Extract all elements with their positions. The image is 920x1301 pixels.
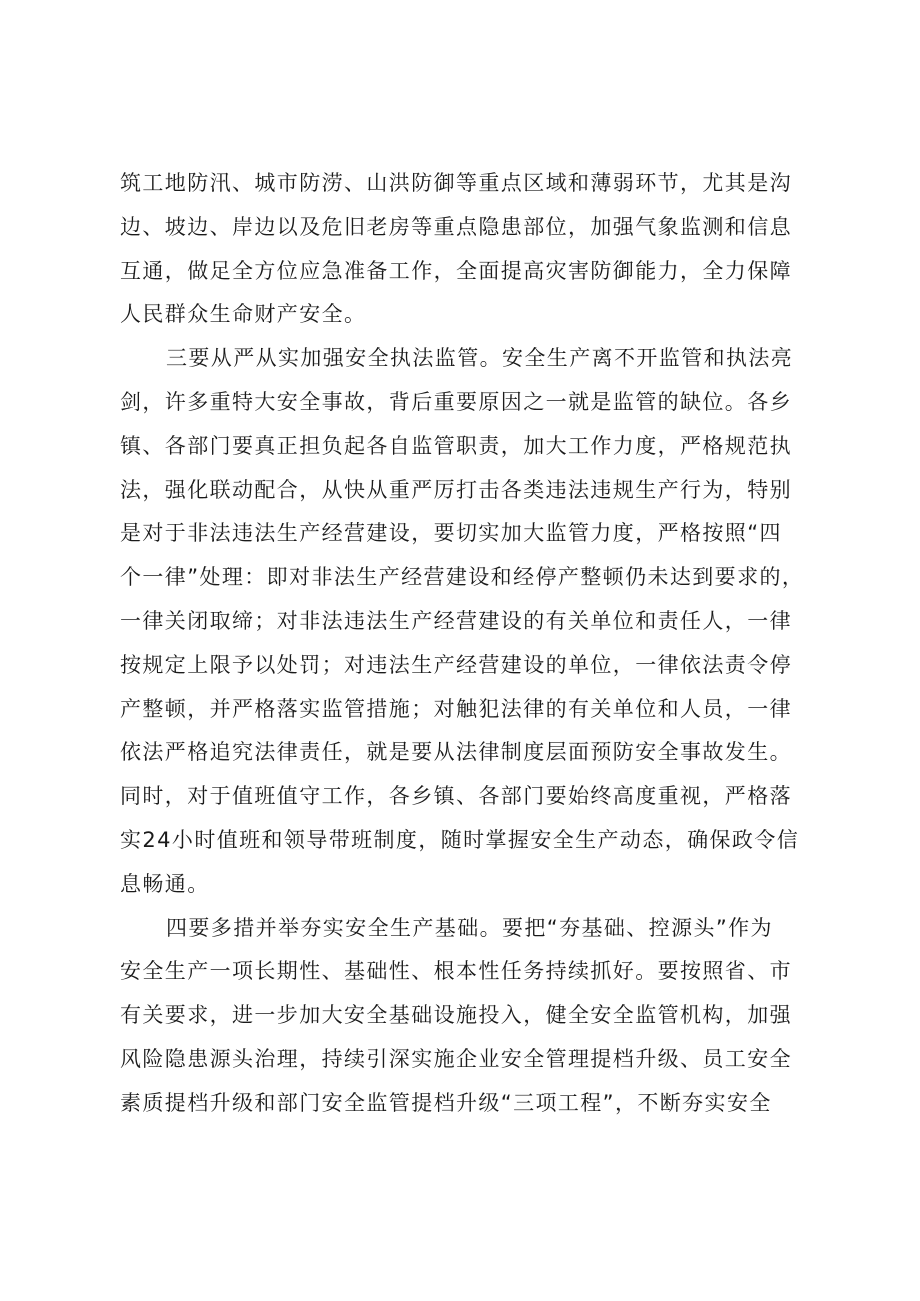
text-line: 互通，做足全方位应急准备工作，全面提高灾害防御能力，全力保障	[120, 258, 792, 283]
text-line: 是对于非法违法生产经营建设，要切实加大监管力度，严格按照“四	[120, 521, 782, 546]
paragraph-three	[120, 337, 820, 906]
paragraph-continued	[120, 162, 820, 337]
text-line: 息畅通。	[120, 871, 210, 896]
paragraph-heading-line: 四要多措并举夯实安全生产基础。要把“夯基础、控源头”作为	[166, 915, 773, 940]
text-line: 同时，对于值班值守工作，各乡镇、各部门要始终高度重视，严格落	[120, 784, 792, 809]
text-line: 产整顿，并严格落实监管措施；对触犯法律的有关单位和人员，一律	[120, 696, 792, 721]
text-line: 实24小时值班和领导带班制度，随时掌握安全生产动态，确保政令信	[120, 827, 800, 852]
text-line: 有关要求，进一步加大安全基础设施投入，健全安全监管机构，加强	[120, 1003, 792, 1028]
text-line: 素质提档升级和部门安全监管提档升级“三项工程”，不断夯实安全	[120, 1090, 772, 1115]
text-line: 一律关闭取缔；对非法违法生产经营建设的有关单位和责任人，一律	[120, 608, 792, 633]
text-line: 按规定上限予以处罚；对违法生产经营建设的单位，一律依法责令停	[120, 652, 792, 677]
text-line: 镇、各部门要真正担负起各自监管职责，加大工作力度，严格规范执	[120, 433, 792, 458]
text-line: 筑工地防汛、城市防涝、山洪防御等重点区域和薄弱环节，尤其是沟	[120, 171, 792, 195]
text-line: 安全生产一项长期性、基础性、根本性任务持续抓好。要按照省、市	[120, 959, 792, 984]
text-line: 边、坡边、岸边以及危旧老房等重点隐患部位，加强气象监测和信息	[120, 214, 792, 239]
text-line: 剑，许多重特大安全事故，背后重要原因之一就是监管的缺位。各乡	[120, 389, 792, 414]
text-line: 个一律”处理：即对非法生产经营建设和经停产整顿仍未达到要求的，	[120, 565, 805, 590]
paragraph-four	[120, 907, 820, 1126]
text-line: 风险隐患源头治理，持续引深实施企业安全管理提档升级、员工安全	[120, 1046, 792, 1071]
paragraph-heading-line: 三要从严从实加强安全执法监管。安全生产离不开监管和执法亮	[166, 346, 794, 371]
text-line: 法，强化联动配合，从快从重严厉打击各类违法违规生产行为，特别	[120, 477, 792, 502]
text-line: 依法严格追究法律责任，就是要从法律制度层面预防安全事故发生。	[120, 740, 792, 765]
text-line: 人民群众生命财产安全。	[120, 302, 367, 327]
document-body	[120, 162, 820, 1126]
